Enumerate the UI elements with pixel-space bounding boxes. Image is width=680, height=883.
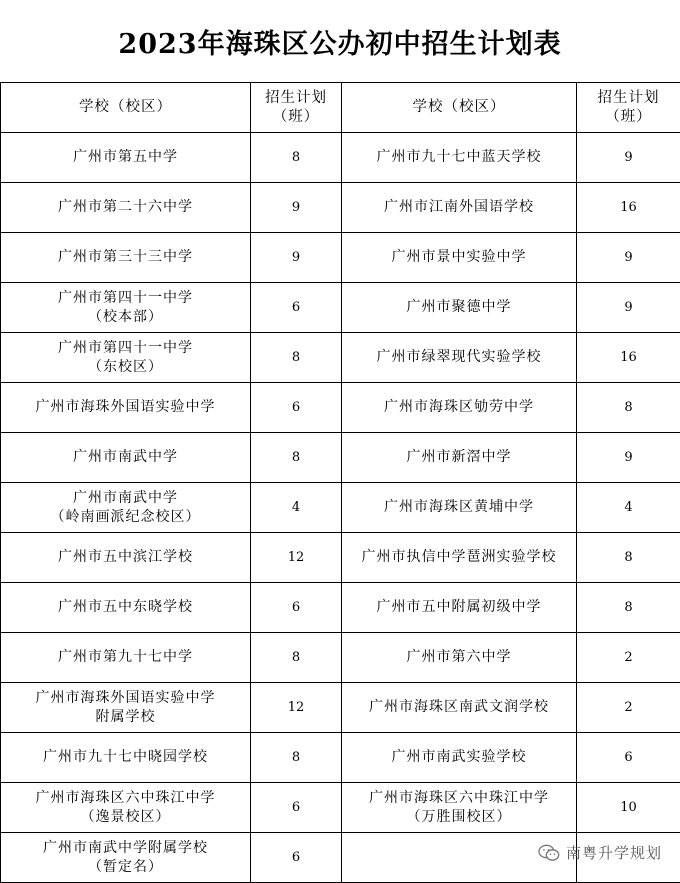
class-count-right: 8 <box>577 583 680 633</box>
school-name-line: 广州市第三十三中学 <box>58 249 193 265</box>
school-name-line: 广州市五中东晓学校 <box>58 599 193 615</box>
class-count-right: 2 <box>577 633 680 683</box>
watermark-text: 南粤升学规划 <box>565 844 662 862</box>
school-name-right <box>342 333 577 383</box>
school-name-line: 广州市南武实验学校 <box>391 749 527 765</box>
school-name-line: （岭南画派纪念校区） <box>50 508 201 525</box>
header-plan-right <box>577 83 680 133</box>
class-count-right: 16 <box>577 333 680 383</box>
school-name-line: （万胜围校区） <box>406 808 512 825</box>
school-name-line: 广州市海珠区南武文润学校 <box>369 699 549 715</box>
table-row <box>1 283 680 333</box>
school-name-left <box>1 483 251 533</box>
school-name-line: （东校区） <box>88 358 163 375</box>
class-count-right: 16 <box>577 183 680 233</box>
school-name-right <box>342 733 577 783</box>
class-count-left: 6 <box>251 383 342 433</box>
class-count-left: 4 <box>251 483 342 533</box>
school-name-line: 广州市新滘中学 <box>406 449 512 465</box>
class-count-left: 9 <box>251 233 342 283</box>
school-name-left <box>1 533 251 583</box>
school-name-left <box>1 633 251 683</box>
school-name-right <box>342 183 577 233</box>
school-name-line: 广州市第九十七中学 <box>58 649 193 665</box>
header-plan-line1: 招生计划 <box>265 89 327 106</box>
table-row <box>1 383 680 433</box>
school-name-line: 广州市九十七中蓝天学校 <box>376 149 542 165</box>
class-count-right: 9 <box>577 233 680 283</box>
school-name-line: 广州市执信中学琶洲实验学校 <box>361 549 557 565</box>
header-plan-line2: （班） <box>605 108 652 125</box>
school-name-line: 附属学校 <box>95 708 156 725</box>
table-row <box>1 183 680 233</box>
school-name-right <box>342 633 577 683</box>
enrollment-table <box>0 82 680 883</box>
class-count-left: 12 <box>251 533 342 583</box>
wechat-icon <box>538 844 560 862</box>
school-name-line: （逸景校区） <box>80 808 171 825</box>
school-name-right <box>342 433 577 483</box>
table-row <box>1 783 680 833</box>
class-count-right: 6 <box>577 733 680 783</box>
school-name-left <box>1 683 251 733</box>
page-title: 2023年海珠区公办初中招生计划表 <box>118 28 562 60</box>
school-name-left <box>1 333 251 383</box>
table-row <box>1 583 680 633</box>
school-name-right <box>342 233 577 283</box>
school-name-line: 广州市海珠外国语实验中学 <box>35 689 216 706</box>
class-count-right: 9 <box>577 433 680 483</box>
table-row <box>1 483 680 533</box>
school-name-right <box>342 483 577 533</box>
class-count-left: 6 <box>251 783 342 833</box>
class-count-right: 8 <box>577 533 680 583</box>
class-count-right: 4 <box>577 483 680 533</box>
header-plan-line2: （班） <box>272 108 320 125</box>
school-name-line: 广州市第二十六中学 <box>58 199 193 215</box>
table-row <box>1 333 680 383</box>
school-name-line: 广州市南武中学附属学校 <box>43 839 208 856</box>
school-name-left <box>1 583 251 633</box>
school-name-left <box>1 433 251 483</box>
table-row <box>1 433 680 483</box>
school-name-right <box>342 283 577 333</box>
school-name-line: 广州市绿翠现代实验学校 <box>376 349 542 365</box>
class-count-left: 6 <box>251 283 342 333</box>
table-row <box>1 133 680 183</box>
school-name-line: 广州市江南外国语学校 <box>384 199 534 215</box>
school-name-line: 广州市海珠区黄埔中学 <box>384 499 534 515</box>
school-name-line: 广州市第五中学 <box>73 149 178 165</box>
class-count-right: 9 <box>577 133 680 183</box>
school-name-right <box>342 583 577 633</box>
table-row <box>1 733 680 783</box>
class-count-right: 2 <box>577 683 680 733</box>
school-name-line: 广州市第四十一中学 <box>58 289 193 306</box>
school-name-line: 广州市景中实验中学 <box>391 249 527 265</box>
school-name-line: 广州市五中附属初级中学 <box>376 599 542 615</box>
header-plan-line1: 招生计划 <box>597 89 660 106</box>
school-name-line: 广州市南武中学 <box>73 489 178 506</box>
school-name-line: 广州市五中滨江学校 <box>58 549 193 565</box>
school-name-line: 广州市海珠区劬劳中学 <box>384 399 534 415</box>
school-name-left <box>1 733 251 783</box>
school-name-left <box>1 783 251 833</box>
school-name-line: （校本部） <box>88 308 163 325</box>
school-name-line: （暂定名） <box>88 858 163 875</box>
school-name-line: 广州市第四十一中学 <box>58 339 193 356</box>
watermark <box>538 842 662 863</box>
class-count-left: 8 <box>251 633 342 683</box>
school-name-line: 广州市第六中学 <box>406 649 512 665</box>
school-name-line: 广州市海珠区六中珠江中学 <box>369 789 549 806</box>
class-count-right: 8 <box>577 383 680 433</box>
class-count-left: 8 <box>251 133 342 183</box>
school-name-left <box>1 183 251 233</box>
school-name-right <box>342 533 577 583</box>
school-name-line: 广州市九十七中晓园学校 <box>43 749 208 765</box>
school-name-line: 广州市海珠外国语实验中学 <box>35 399 216 415</box>
class-count-right: 9 <box>577 283 680 333</box>
school-name-right <box>342 683 577 733</box>
table-row <box>1 533 680 583</box>
class-count-left: 12 <box>251 683 342 733</box>
table-header-row <box>1 83 680 133</box>
class-count-left: 6 <box>251 833 342 883</box>
class-count-left: 8 <box>251 333 342 383</box>
school-name-line: 广州市南武中学 <box>73 449 178 465</box>
table-row <box>1 233 680 283</box>
school-name-left <box>1 233 251 283</box>
class-count-left: 6 <box>251 583 342 633</box>
class-count-right: 10 <box>577 783 680 833</box>
header-school-left: 学校（校区） <box>1 83 251 133</box>
class-count-left: 8 <box>251 733 342 783</box>
school-name-right <box>342 133 577 183</box>
header-plan-left <box>251 83 342 133</box>
school-name-right <box>342 383 577 433</box>
school-name-line: 广州市海珠区六中珠江中学 <box>35 789 216 806</box>
table-row <box>1 683 680 733</box>
school-name-left <box>1 833 251 883</box>
class-count-left: 8 <box>251 433 342 483</box>
header-school-right: 学校（校区） <box>342 83 577 133</box>
table-row <box>1 633 680 683</box>
school-name-line: 广州市聚德中学 <box>406 299 512 315</box>
school-name-right <box>342 783 577 833</box>
school-name-left <box>1 383 251 433</box>
class-count-left: 9 <box>251 183 342 233</box>
school-name-left <box>1 133 251 183</box>
school-name-left <box>1 283 251 333</box>
